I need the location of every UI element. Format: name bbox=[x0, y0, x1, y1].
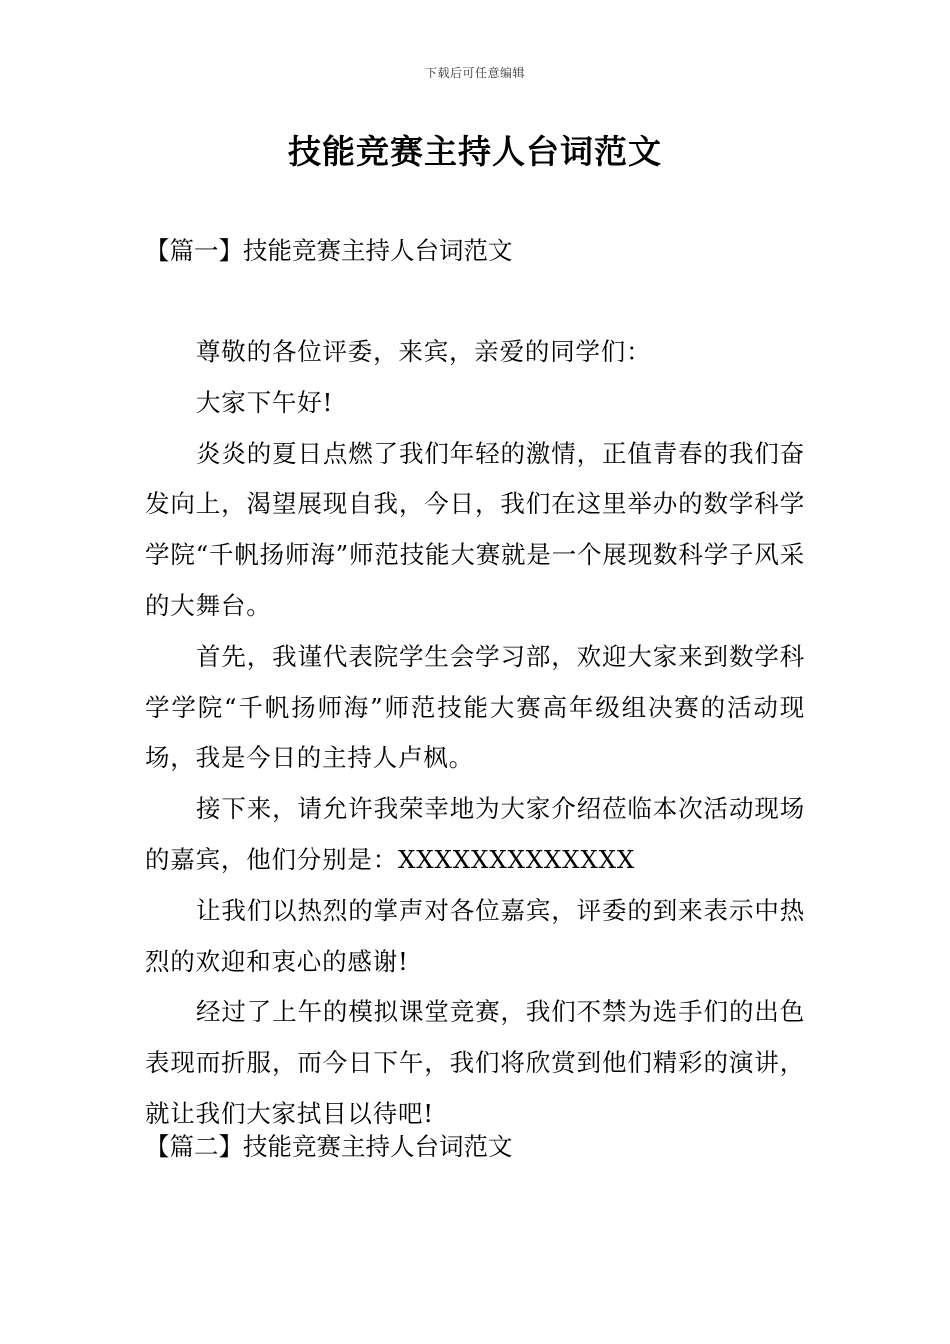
paragraph-guests: 接下来，请允许我荣幸地为大家介绍莅临本次活动现场的嘉宾，他们分别是：XXXXXXXXXXXXX bbox=[145, 794, 805, 874]
header-note: 下载后可任意编辑 bbox=[424, 66, 525, 80]
paragraph-competition: 经过了上午的模拟课堂竞赛，我们不禁为选手们的出色表现而折服，而今日下午，我们将欣赏到他们精彩的演讲，就让我们大家拭目以待吧! bbox=[145, 997, 805, 1128]
section-heading-2: 【篇二】技能竞赛主持人台词范文 bbox=[145, 1132, 513, 1161]
paragraph-opening: 炎炎的夏日点燃了我们年轻的激情，正值青春的我们奋发向上，渴望展现自我，今日，我们在这里举办的数学科学学院“千帆扬师海”师范技能大赛就是一个展现数科学子风采的大舞台。 bbox=[145, 438, 805, 620]
document-title: 技能竞赛主持人台词范文 bbox=[288, 132, 662, 171]
paragraph-greeting: 尊敬的各位评委，来宾，亲爱的同学们： bbox=[196, 337, 652, 366]
paragraph-good-afternoon: 大家下午好! bbox=[196, 387, 334, 417]
paragraph-applause: 让我们以热烈的掌声对各位嘉宾，评委的到来表示中热烈的欢迎和衷心的感谢! bbox=[145, 895, 805, 976]
section-1-body bbox=[145, 327, 805, 1140]
paragraph-welcome: 首先，我谨代表院学生会学习部，欢迎大家来到数学科学学院“千帆扬师海”师范技能大赛高年级组决赛的活动现场，我是今日的主持人卢枫。 bbox=[145, 641, 805, 773]
section-heading-1: 【篇一】技能竞赛主持人台词范文 bbox=[145, 236, 513, 265]
